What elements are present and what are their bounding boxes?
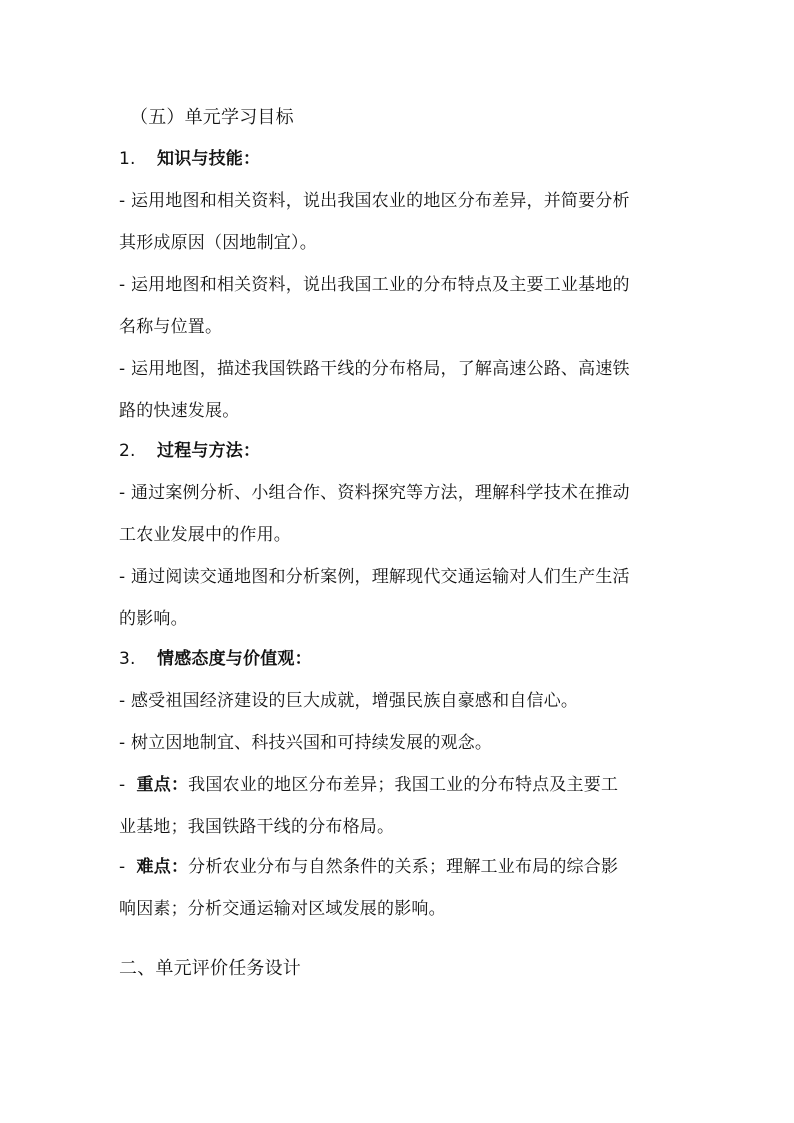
subsection-title-knowledge (119, 148, 679, 170)
list-item-line: - 通过阅读交通地图和分析案例，理解现代交通运输对人们生产生活 (119, 567, 630, 587)
difficult-points-line (119, 856, 679, 878)
list-prefix: - (119, 775, 137, 795)
subsection-label: 情感态度与价值观： (157, 649, 312, 669)
list-item-line: 名称与位置。 (119, 317, 223, 337)
list-item-line: 其形成原因（因地制宜）。 (119, 233, 317, 253)
difficult-points-label: 难点： (136, 857, 189, 877)
next-section-title: 二、单元评价任务设计 (119, 958, 301, 979)
list-item-line: - 树立因地制宜、科技兴国和可持续发展的观念。 (119, 733, 493, 753)
subsection-label: 过程与方法： (157, 441, 261, 461)
list-prefix: - (119, 857, 137, 877)
subsection-number: 2. (119, 441, 136, 461)
key-points-label: 重点： (136, 775, 189, 795)
list-item-line: 工农业发展中的作用。 (119, 525, 291, 545)
key-points-text: 我国农业的地区分布差异；我国工业的分布特点及主要工 (188, 775, 619, 795)
subsection-number: 3. (119, 649, 136, 669)
list-item-line: - 运用地图，描述我国铁路干线的分布格局，了解高速公路、高速铁 (119, 359, 630, 379)
list-item-line: 路的快速发展。 (119, 401, 240, 421)
list-item-line: - 运用地图和相关资料，说出我国农业的地区分布差异，并简要分析 (119, 191, 630, 211)
list-item-line: 的影响。 (119, 609, 188, 629)
list-item-line: - 运用地图和相关资料，说出我国工业的分布特点及主要工业基地的 (119, 275, 630, 295)
subsection-title-process (119, 440, 679, 462)
difficult-points-continuation: 响因素；分析交通运输对区域发展的影响。 (119, 899, 446, 919)
subsection-title-values (119, 648, 679, 670)
section-heading: （五）单元学习目标 (130, 107, 294, 128)
key-points-continuation: 业基地；我国铁路干线的分布格局。 (119, 817, 395, 837)
difficult-points-text: 分析农业分布与自然条件的关系；理解工业布局的综合影 (188, 857, 619, 877)
key-points-line (119, 774, 679, 796)
list-item-line: - 通过案例分析、小组合作、资料探究等方法，理解科学技术在推动 (119, 483, 630, 503)
list-item-line: - 感受祖国经济建设的巨大成就，增强民族自豪感和自信心。 (119, 691, 579, 711)
subsection-number: 1. (119, 149, 136, 169)
subsection-label: 知识与技能： (157, 149, 261, 169)
